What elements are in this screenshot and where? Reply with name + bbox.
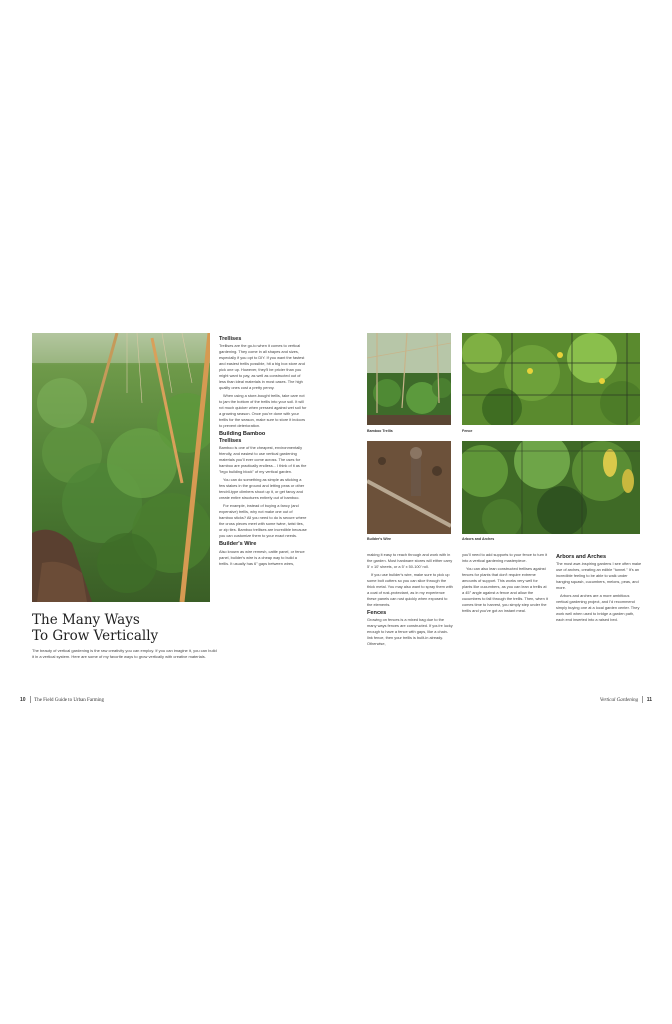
folio-divider bbox=[642, 696, 643, 703]
fence-photo bbox=[462, 333, 640, 425]
paragraph: making it easy to reach through and work with in the garden. Most hardware stores will either carry 5' x 10' sheets, or a 5' x 50-100' roll. bbox=[367, 552, 453, 569]
paragraph: If you use builder's wire, make sure to pick up some bolt cutters so you can slice through the thick metal. You may also want to spray them with a coat of rust-protectant, as in my experience these panels can rust quickly when exposed to the elements. bbox=[367, 572, 453, 607]
paragraph: For example, instead of buying a fancy (and expensive) trellis, why not make one out of bamboo sticks? All you need to do is secure where the cross pieces meet with some twine, twist ties, or zip ties. Bamboo trellises are incredible because you can customize them to your exact needs. bbox=[219, 503, 307, 539]
right-folio bbox=[600, 696, 652, 705]
caption-builders-wire: Builder's Wire bbox=[367, 537, 391, 541]
page-title bbox=[32, 612, 222, 644]
caption-bamboo-trellis: Bamboo Trellis bbox=[367, 429, 393, 433]
left-folio bbox=[20, 696, 104, 705]
right-text-column-2 bbox=[462, 552, 548, 616]
paragraph: Also known as wire remesh, cattle panel, or fence panel, builder's wire is a cheap way to build a trellis. It usually has 6" gaps between wires, bbox=[219, 548, 305, 566]
paragraph: You can do something as simple as sticking a few stakes in the ground and letting peas or other tendril-type climbers shoot up it, or get fancy and create entire structures entirely out of bamboo. bbox=[219, 477, 305, 501]
page-number: 10 bbox=[20, 697, 26, 703]
heading-line: Trellises bbox=[219, 437, 242, 444]
paragraph: You can also lean constructed trellises against fences for plants that don't require extreme amounts of support. This works very well for plants like cucumbers, as you can lean a trellis at a 45° angle against a fence and allow the cucumbers to fall through the trellis. Then, when it comes time to harvest, you simply step under the trellis and you've got an instant meal. bbox=[462, 566, 548, 613]
arbors-arches-photo bbox=[462, 441, 640, 534]
bamboo-trellis-photo bbox=[367, 333, 451, 425]
intro-text bbox=[32, 648, 218, 660]
heading-builders-wire: Builder's Wire bbox=[219, 541, 257, 548]
running-head: Vertical Gardening bbox=[599, 698, 639, 703]
paragraph: Arbors and arches are a more ambitious vertical gardening project, and I'd recommend simply buying one at a local garden center. They work well when used to bridge a garden path, each end inserted into a raised bed. bbox=[556, 593, 640, 623]
heading-trellises: Trellises bbox=[219, 336, 242, 342]
paragraph: Growing on fences is a mixed bag due to the many ways fences are constructed. If you're lucky enough to have a fence with gaps, like a chain-link fence, then your trellis is built-in already. Otherwise, bbox=[367, 617, 453, 647]
paragraph: When using a store-bought trellis, take care not to jam the bottom of the trellis into your soil. It will rot much quicker when pressed against wet soil for a growing season. Once you're done with your trellis for the season, make sure to store it indoors to prevent deterioration. bbox=[219, 393, 307, 429]
heading-line: Building Bamboo bbox=[219, 431, 266, 438]
left-text-column bbox=[219, 334, 307, 569]
heading-building-bamboo bbox=[219, 431, 307, 444]
page-number: 11 bbox=[646, 697, 652, 703]
right-text-column-3 bbox=[556, 552, 642, 625]
paragraph: you'll need to add supports to your fence to turn it into a vertical gardening masterpiece. bbox=[462, 552, 548, 563]
title-line: The Many Ways bbox=[32, 612, 140, 628]
caption-fence: Fence bbox=[462, 429, 473, 433]
builders-wire-photo bbox=[367, 441, 451, 534]
title-line: To Grow Vertically bbox=[32, 628, 159, 644]
garden-trellis-photo bbox=[32, 333, 210, 602]
caption-arbors-arches: Arbors and Arches bbox=[462, 537, 495, 541]
paragraph: Bamboo is one of the cheapest, environmentally friendly, and easiest to use vertical gardening materials you'll ever come across. The uses for bamboo are practically endless... I think of it as the "lego building block" of my vertical garden. bbox=[219, 445, 307, 475]
paragraph: The most awe-inspiring gardens I see often make use of arches, creating an edible "tunnel." It's an incredible feeling to be able to walk under hanging squash, cucumbers, melons, peas, and more. bbox=[556, 561, 642, 591]
heading-arbors-arches: Arbors and Arches bbox=[556, 554, 607, 560]
intro-paragraph: The beauty of vertical gardening is the raw creativity you can employ. If you can imagine it, you can build it in a vertical system. Here are some of my favorite ways to grow vertically with creative materials. bbox=[32, 648, 217, 660]
heading-fences: Fences bbox=[367, 610, 387, 616]
running-head: The Field Guide to Urban Farming bbox=[34, 698, 105, 703]
paragraph: Trellises are the go-to when it comes to vertical gardening. They come in all shapes and sizes, especially if you opt to DIY. If you want the fastest and easiest trellis possible, hit a big box store and pick one up. However, they'll be pricier than you might want to pay, as well as constructed out of less than ideal materials in most cases. The high quality ones cost a pretty penny. bbox=[219, 343, 305, 391]
right-text-column-1 bbox=[367, 552, 453, 649]
folio-divider bbox=[30, 696, 31, 703]
